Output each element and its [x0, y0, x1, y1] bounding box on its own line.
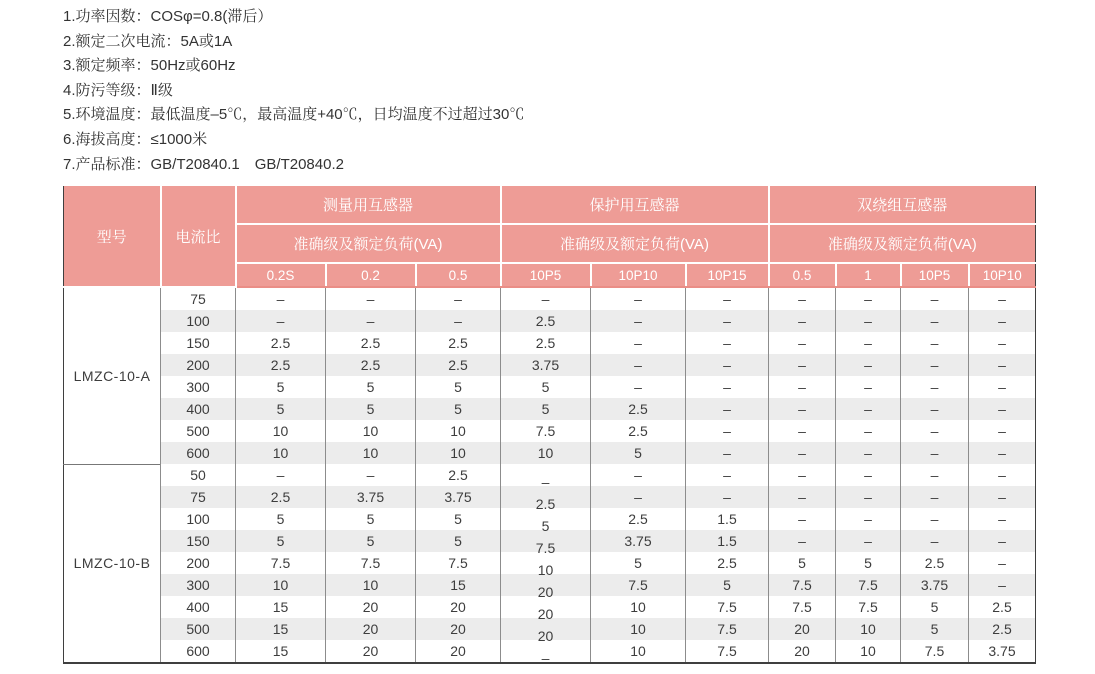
- ratio-cell: 400: [161, 596, 236, 618]
- value-cell: –: [836, 464, 901, 486]
- value-cell: –: [901, 398, 969, 420]
- value-cell: –: [416, 310, 501, 332]
- value-cell: –: [969, 574, 1036, 596]
- value-text: 7.5: [535, 540, 556, 556]
- value-cell: –: [901, 442, 969, 464]
- value-cell: –: [769, 508, 836, 530]
- value-cell: –: [901, 508, 969, 530]
- ratings-table: [63, 186, 1036, 664]
- value-cell: –: [836, 354, 901, 376]
- value-cell: –: [326, 287, 416, 310]
- table-row: [64, 354, 1036, 376]
- header-row-groups: [64, 186, 1036, 224]
- value-cell: –: [836, 508, 901, 530]
- value-cell: 10: [836, 618, 901, 640]
- value-cell: 3.75: [591, 530, 686, 552]
- value-cell: 3.75: [969, 640, 1036, 663]
- value-cell: 5: [501, 376, 591, 398]
- value-cell: –: [686, 287, 769, 310]
- ratio-cell: 300: [161, 376, 236, 398]
- ratio-cell: 50: [161, 464, 236, 486]
- ratio-cell: 200: [161, 552, 236, 574]
- value-cell: 15: [236, 618, 326, 640]
- value-cell: –: [836, 420, 901, 442]
- value-cell: –: [769, 354, 836, 376]
- spec-list: [63, 5, 524, 177]
- value-cell: 2.5: [591, 420, 686, 442]
- value-cell: 20: [416, 640, 501, 663]
- value-cell: –: [901, 310, 969, 332]
- value-cell: 2.5: [969, 618, 1036, 640]
- value-cell: –: [326, 464, 416, 486]
- table-row: [64, 332, 1036, 354]
- value-cell: 2.5: [901, 552, 969, 574]
- value-cell: 7.5: [686, 618, 769, 640]
- table-header: [64, 186, 1036, 287]
- value-cell: 5: [326, 398, 416, 420]
- class-header: 10P10: [969, 263, 1036, 287]
- table-row: [64, 287, 1036, 310]
- value-cell: –: [969, 354, 1036, 376]
- value-cell: 15: [236, 596, 326, 618]
- group-header-measuring: 测量用互感器: [236, 186, 501, 224]
- value-cell: 1.5: [686, 530, 769, 552]
- value-cell: –: [236, 287, 326, 310]
- value-cell: 2.5: [236, 486, 326, 508]
- table-row: [64, 420, 1036, 442]
- value-cell: –: [326, 310, 416, 332]
- ratio-cell: 200: [161, 354, 236, 376]
- value-text: 10: [537, 562, 554, 578]
- class-header: 0.5: [416, 263, 501, 287]
- value-cell: –: [769, 442, 836, 464]
- value-cell: –: [836, 310, 901, 332]
- value-cell: 2.5: [501, 332, 591, 354]
- spec-item-altitude: 6.海拔高度：≤1000米: [63, 130, 208, 148]
- table-body: [64, 287, 1036, 666]
- value-text: –: [541, 474, 550, 490]
- spec-item-ambient-temp: 5.环境温度：最低温度–5℃，最高温度+40℃，日均温度不过超过30℃: [63, 106, 525, 124]
- class-header: 1: [836, 263, 901, 287]
- value-text: 20: [537, 628, 554, 644]
- value-cell: 10: [591, 618, 686, 640]
- value-cell: 20: [326, 618, 416, 640]
- value-cell: 7.5: [901, 640, 969, 663]
- value-cell: –: [969, 530, 1036, 552]
- value-cell: 5: [236, 376, 326, 398]
- value-cell: –: [501, 287, 591, 310]
- value-cell: 3.75: [501, 354, 591, 376]
- ratio-cell: 400: [161, 398, 236, 420]
- value-cell: 2.5: [236, 354, 326, 376]
- col-header-current-ratio: 电流比: [161, 186, 236, 287]
- value-cell: 20: [769, 640, 836, 663]
- value-cell: –: [769, 398, 836, 420]
- class-header: 0.5: [769, 263, 836, 287]
- value-text: 5: [541, 518, 550, 534]
- value-cell: 10: [836, 640, 901, 663]
- value-cell: 2.5: [326, 354, 416, 376]
- value-cell: 2.5: [416, 354, 501, 376]
- value-cell: –: [591, 486, 686, 508]
- value-cell: 5: [326, 376, 416, 398]
- group-header-protection: 保护用互感器: [501, 186, 769, 224]
- value-cell: 5: [591, 442, 686, 464]
- ratio-cell: 150: [161, 530, 236, 552]
- value-cell: –: [769, 464, 836, 486]
- value-cell: –: [686, 398, 769, 420]
- value-cell: 10: [236, 420, 326, 442]
- value-cell: –: [901, 376, 969, 398]
- value-cell: 5: [901, 618, 969, 640]
- value-cell: 7.5: [236, 552, 326, 574]
- value-cell: –: [686, 486, 769, 508]
- value-cell: –: [901, 486, 969, 508]
- value-cell: 2.5: [326, 332, 416, 354]
- value-cell: –: [969, 310, 1036, 332]
- value-cell: 5: [769, 552, 836, 574]
- value-cell: 3.75: [901, 574, 969, 596]
- value-cell: [501, 464, 591, 490]
- value-cell: 7.5: [769, 596, 836, 618]
- group-header-dual-winding: 双绕组互感器: [769, 186, 1036, 224]
- value-cell: –: [591, 287, 686, 310]
- value-cell: 20: [416, 618, 501, 640]
- table-row: [64, 398, 1036, 420]
- value-cell: 15: [236, 640, 326, 663]
- ratio-cell: 75: [161, 287, 236, 310]
- value-cell: –: [836, 287, 901, 310]
- value-cell: 7.5: [836, 596, 901, 618]
- ratio-cell: 500: [161, 420, 236, 442]
- value-cell: 10: [591, 596, 686, 618]
- value-cell: –: [901, 287, 969, 310]
- ratio-cell: 100: [161, 508, 236, 530]
- value-cell: 7.5: [836, 574, 901, 596]
- value-cell: 1.5: [686, 508, 769, 530]
- value-cell: –: [591, 332, 686, 354]
- value-cell: 2.5: [686, 552, 769, 574]
- sub-header-measuring: 准确级及额定负荷(VA): [236, 224, 501, 263]
- value-cell: 2.5: [501, 310, 591, 332]
- value-cell: –: [769, 287, 836, 310]
- table-row: [64, 464, 1036, 486]
- value-cell: –: [769, 530, 836, 552]
- value-cell: –: [969, 442, 1036, 464]
- value-cell: –: [969, 398, 1036, 420]
- value-text: –: [541, 650, 550, 666]
- value-cell: –: [836, 398, 901, 420]
- value-cell: 20: [326, 596, 416, 618]
- value-cell: 2.5: [969, 596, 1036, 618]
- value-cell: 5: [501, 398, 591, 420]
- value-cell: –: [901, 354, 969, 376]
- value-cell: –: [836, 332, 901, 354]
- value-cell: –: [236, 464, 326, 486]
- value-cell: 10: [236, 442, 326, 464]
- class-header: 0.2: [326, 263, 416, 287]
- value-cell: –: [969, 420, 1036, 442]
- value-cell: 10: [326, 420, 416, 442]
- value-cell: –: [836, 486, 901, 508]
- value-cell: 7.5: [326, 552, 416, 574]
- value-cell: –: [416, 287, 501, 310]
- value-cell: –: [236, 310, 326, 332]
- value-cell: 20: [769, 618, 836, 640]
- value-cell: 5: [326, 508, 416, 530]
- value-cell: –: [969, 376, 1036, 398]
- value-cell: –: [686, 310, 769, 332]
- value-cell: 2.5: [591, 508, 686, 530]
- col-header-model: 型号: [64, 186, 161, 287]
- ratio-cell: 100: [161, 310, 236, 332]
- value-cell: 5: [416, 376, 501, 398]
- value-cell: –: [686, 376, 769, 398]
- value-cell: –: [686, 420, 769, 442]
- value-cell: 5: [836, 552, 901, 574]
- class-header: 0.2S: [236, 263, 326, 287]
- value-cell: –: [591, 464, 686, 486]
- value-cell: –: [836, 530, 901, 552]
- value-cell: 2.5: [236, 332, 326, 354]
- table-row: [64, 376, 1036, 398]
- spec-item-pollution-class: 4.防污等级：Ⅱ级: [63, 81, 173, 99]
- value-cell: –: [769, 332, 836, 354]
- value-cell: 2.5: [591, 398, 686, 420]
- ratio-cell: 75: [161, 486, 236, 508]
- value-cell: –: [969, 552, 1036, 574]
- class-header: 10P5: [501, 263, 591, 287]
- value-cell: –: [969, 508, 1036, 530]
- value-cell: –: [769, 310, 836, 332]
- value-cell: –: [901, 530, 969, 552]
- value-cell: –: [969, 464, 1036, 486]
- value-cell: 5: [416, 508, 501, 530]
- value-cell: 3.75: [326, 486, 416, 508]
- table-row: [64, 310, 1036, 332]
- sub-header-protection: 准确级及额定负荷(VA): [501, 224, 769, 263]
- value-cell: 5: [591, 552, 686, 574]
- value-cell: 10: [326, 442, 416, 464]
- ratio-cell: 500: [161, 618, 236, 640]
- ratio-cell: 300: [161, 574, 236, 596]
- spec-item-secondary-current: 2.额定二次电流：5A或1A: [63, 32, 233, 50]
- value-cell: 7.5: [416, 552, 501, 574]
- value-cell: –: [686, 464, 769, 486]
- value-cell: 10: [236, 574, 326, 596]
- value-cell: 2.5: [416, 332, 501, 354]
- value-cell: 5: [326, 530, 416, 552]
- value-cell: –: [591, 354, 686, 376]
- value-text: 20: [537, 584, 554, 600]
- sub-header-dual-winding: 准确级及额定负荷(VA): [769, 224, 1036, 263]
- value-cell: 7.5: [686, 640, 769, 663]
- value-cell: –: [901, 464, 969, 486]
- value-cell: –: [591, 310, 686, 332]
- ratio-cell: 600: [161, 640, 236, 663]
- value-cell: –: [769, 420, 836, 442]
- value-cell: 3.75: [416, 486, 501, 508]
- value-cell: 10: [326, 574, 416, 596]
- spec-item-standards: 7.产品标准：GB/T20840.1 GB/T20840.2: [63, 155, 344, 173]
- value-cell: –: [769, 486, 836, 508]
- value-cell: –: [836, 376, 901, 398]
- value-cell: 10: [416, 420, 501, 442]
- value-cell: 5: [416, 398, 501, 420]
- value-cell: –: [969, 287, 1036, 310]
- table-row: [64, 442, 1036, 464]
- value-cell: 7.5: [686, 596, 769, 618]
- value-text: 20: [537, 606, 554, 622]
- class-header: 10P15: [686, 263, 769, 287]
- value-cell: 2.5: [416, 464, 501, 486]
- value-cell: –: [686, 442, 769, 464]
- class-header: 10P5: [901, 263, 969, 287]
- value-cell: 10: [416, 442, 501, 464]
- value-cell: –: [591, 376, 686, 398]
- model-cell: LMZC-10-B: [64, 464, 161, 663]
- value-cell: 15: [416, 574, 501, 596]
- value-cell: 5: [236, 398, 326, 420]
- value-cell: –: [901, 420, 969, 442]
- value-cell: 20: [416, 596, 501, 618]
- value-cell: 5: [686, 574, 769, 596]
- value-cell: 10: [501, 442, 591, 464]
- class-header: 10P10: [591, 263, 686, 287]
- value-cell: 7.5: [591, 574, 686, 596]
- value-cell: –: [686, 354, 769, 376]
- model-cell: LMZC-10-A: [64, 287, 161, 464]
- value-cell: 10: [591, 640, 686, 663]
- value-cell: 5: [236, 530, 326, 552]
- value-cell: –: [686, 332, 769, 354]
- value-cell: 5: [416, 530, 501, 552]
- value-cell: 7.5: [501, 420, 591, 442]
- value-cell: –: [901, 332, 969, 354]
- ratio-cell: 150: [161, 332, 236, 354]
- ratio-cell: 600: [161, 442, 236, 464]
- value-cell: 5: [236, 508, 326, 530]
- value-cell: –: [969, 486, 1036, 508]
- value-cell: 5: [901, 596, 969, 618]
- value-cell: –: [836, 442, 901, 464]
- spec-item-frequency: 3.额定频率：50Hz或60Hz: [63, 57, 236, 75]
- value-text: 2.5: [535, 496, 556, 512]
- value-cell: 20: [326, 640, 416, 663]
- value-cell: 7.5: [769, 574, 836, 596]
- value-cell: –: [969, 332, 1036, 354]
- spec-item-power-factor: 1.功率因数：COSφ=0.8(滞后）: [63, 8, 273, 25]
- value-cell: –: [769, 376, 836, 398]
